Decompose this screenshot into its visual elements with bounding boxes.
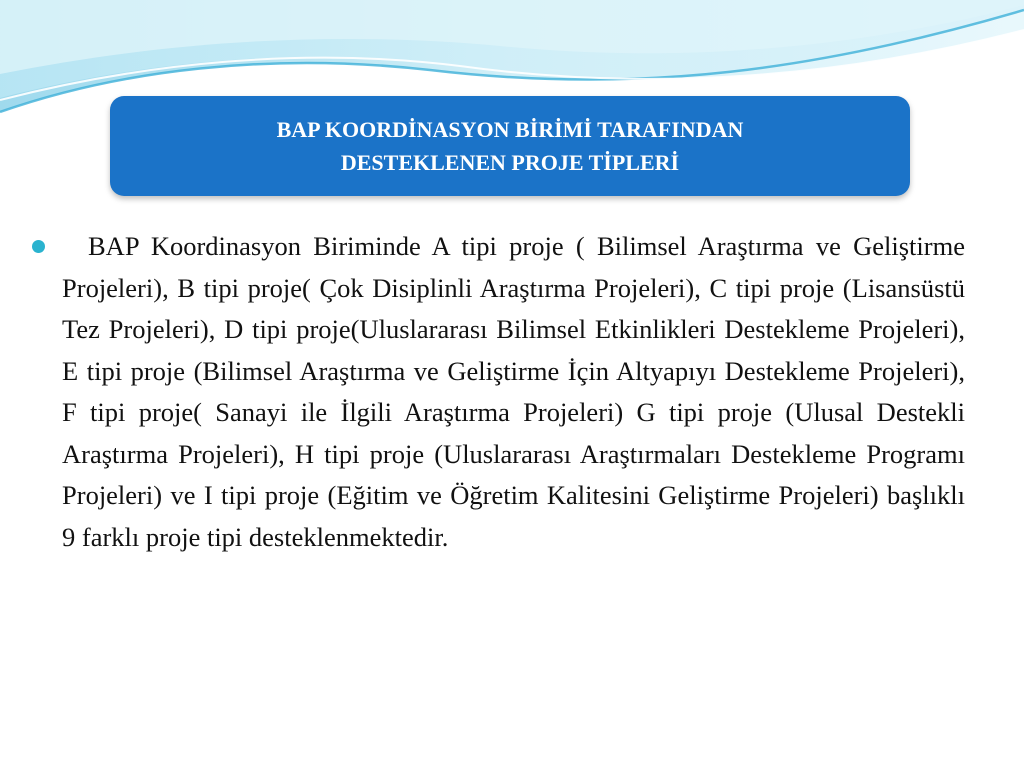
- bullet-text: BAP Koordinasyon Biriminde A tipi proje ( Bilimsel Araştırma ve Geliştirme Projeleri), B tipi proje( Çok Disiplinli Araştırma Projeleri), C tipi proje (Lisansüstü Tez Projeleri), D tipi proje(Uluslararası Bilimsel Etkinlikleri Destekleme Projeleri), E tipi proje (Bilimsel Araştırma ve Geliştirme İçin Altyapıyı Destekleme Projeleri), F tipi proje( Sanayi ile İlgili Araştırma Projeleri) G tipi proje (Ulusal Destekli Araştırma Projeleri), H tipi proje (Uluslararası Araştırmaları Destekleme Programı Projeleri) ve I tipi proje (Eğitim ve Öğretim Kalitesini Geliştirme Projeleri) başlıklı 9 farklı proje tipi desteklenmektedir.: [62, 231, 965, 552]
- slide-title: BAP KOORDİNASYON BİRİMİ TARAFINDAN DESTEKLENEN PROJE TİPLERİ: [276, 117, 744, 175]
- bullet-dot-icon: [32, 240, 45, 253]
- title-banner: [110, 96, 910, 196]
